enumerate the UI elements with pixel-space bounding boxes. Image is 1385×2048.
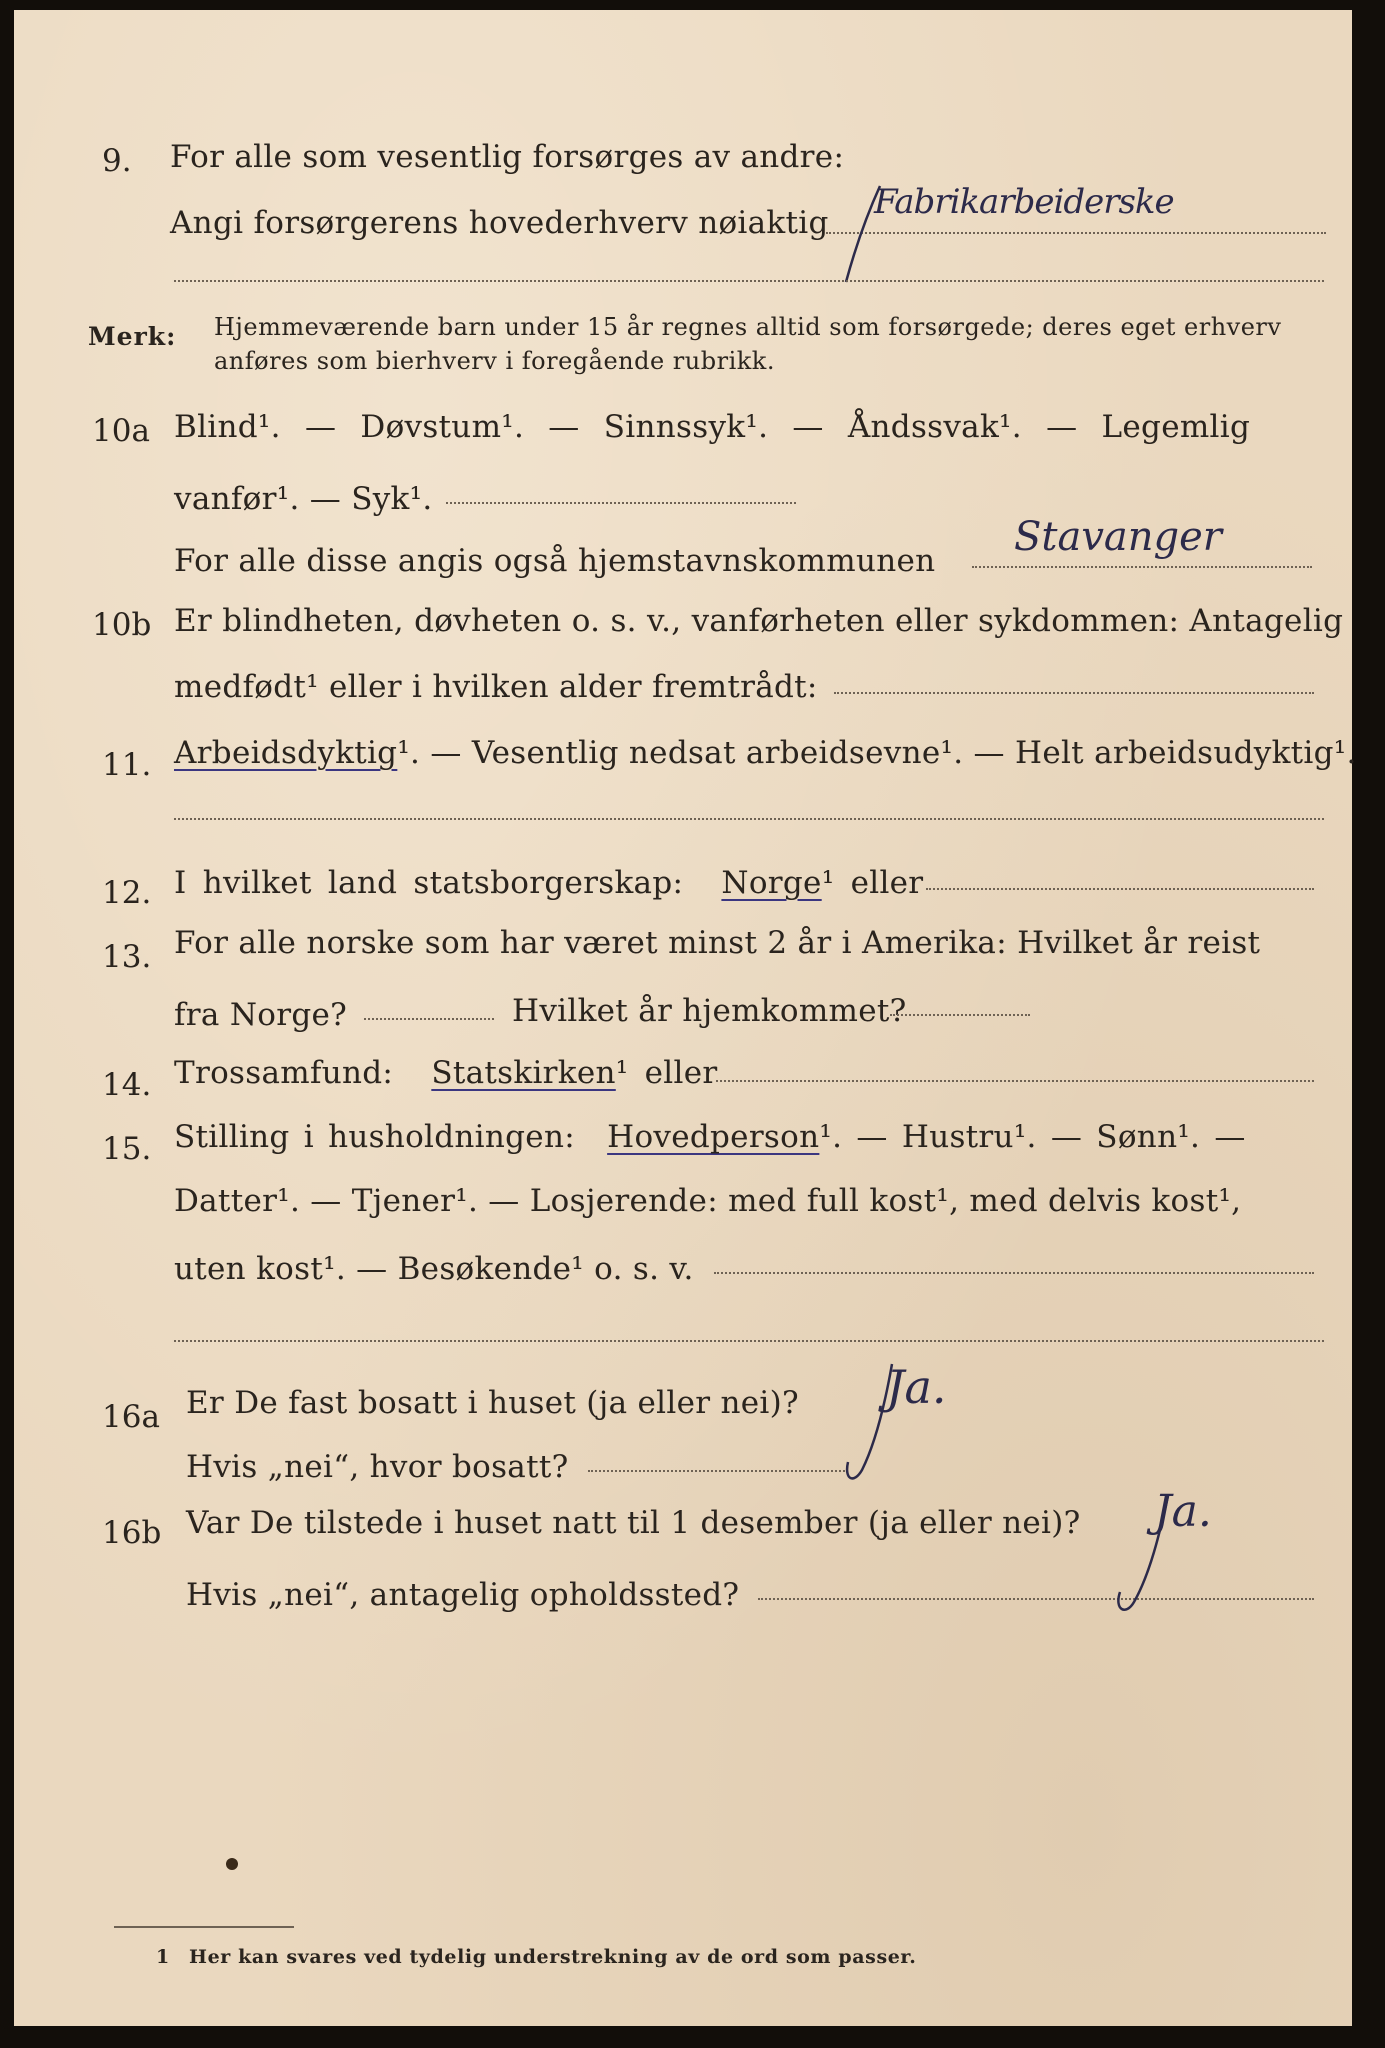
q15-rest: ¹. — Hustru¹. — Sønn¹. — bbox=[819, 1119, 1246, 1155]
q12-line bbox=[174, 864, 923, 902]
merk-label: Merk: bbox=[88, 322, 177, 351]
q9-line2: Angi forsørgerens hovederhverv nøiaktig bbox=[170, 205, 829, 241]
q11-line bbox=[174, 734, 1357, 772]
q15-extra-line bbox=[174, 1340, 1324, 1342]
q11-answer-line bbox=[174, 818, 1324, 820]
q10a-line2: vanfør¹. — Syk¹. bbox=[174, 481, 433, 517]
q9-extra-line bbox=[174, 280, 1324, 282]
q12-number: 12. bbox=[102, 875, 152, 911]
census-form-page bbox=[14, 10, 1357, 2026]
q10a-answer-line bbox=[972, 566, 1312, 568]
merk-line2: anføres som bierhverv i foregående rubrikk. bbox=[214, 347, 775, 375]
q14-rest: ¹ eller bbox=[615, 1055, 718, 1091]
q16a-answer-line bbox=[588, 1470, 848, 1472]
q16b-handwritten-answer: Ja. bbox=[1154, 1486, 1212, 1537]
q11-underlined-option: Arbeidsdyktig bbox=[174, 735, 398, 771]
q13-number: 13. bbox=[102, 939, 152, 975]
q10a-line1: Blind¹. — Døvstum¹. — Sinnssyk¹. — Åndssvak¹. — Legemlig bbox=[174, 409, 1251, 445]
q16b-number: 16b bbox=[102, 1515, 162, 1551]
q11-number: 11. bbox=[102, 747, 152, 783]
merk-line1: Hjemmeværende barn under 15 år regnes alltid som forsørgede; deres eget erhverv bbox=[214, 313, 1282, 341]
q10a-number: 10a bbox=[92, 413, 150, 449]
q16a-answer-stroke bbox=[840, 1358, 910, 1488]
q15-text: Stilling i husholdningen: bbox=[174, 1119, 575, 1155]
q16b-answer-line bbox=[758, 1598, 1314, 1600]
q14-line bbox=[174, 1054, 718, 1092]
q9-answer-stroke bbox=[840, 178, 900, 288]
q13-line1: For alle norske som har været minst 2 år i Amerika: Hvilket år reist bbox=[174, 925, 1261, 961]
footnote-rule bbox=[114, 1926, 294, 1928]
ink-blot bbox=[226, 1858, 238, 1870]
q10b-line2: medfødt¹ eller i hvilken alder fremtrådt: bbox=[174, 669, 818, 705]
q10b-line1: Er blindheten, døvheten o. s. v., vanførheten eller sykdommen: Antagelig bbox=[174, 603, 1344, 639]
q15-line3: uten kost¹. — Besøkende¹ o. s. v. bbox=[174, 1251, 694, 1287]
q16b-answer-stroke bbox=[1106, 1492, 1186, 1622]
q16a-line2: Hvis „nei“, hvor bosatt? bbox=[186, 1449, 569, 1485]
q10b-answer-line bbox=[834, 692, 1314, 694]
q12-text: I hvilket land statsborgerskap: bbox=[174, 865, 684, 901]
q9-line1: For alle som vesentlig forsørges av andre: bbox=[170, 139, 845, 175]
footnote-mark: 1 bbox=[156, 1946, 170, 1968]
q15-underlined-option: Hovedperson bbox=[607, 1119, 820, 1155]
q10a-line3: For alle disse angis også hjemstavnskommunen bbox=[174, 543, 936, 579]
q14-text: Trossamfund: bbox=[174, 1055, 394, 1091]
q16a-handwritten-answer: Ja. bbox=[886, 1360, 947, 1414]
q16b-line2: Hvis „nei“, antagelig opholdssted? bbox=[186, 1577, 740, 1613]
q13-year-returned-line bbox=[890, 1014, 1030, 1016]
q13-year-left-line bbox=[364, 1018, 494, 1020]
q15-answer-line bbox=[714, 1272, 1314, 1274]
q12-rest: ¹ eller bbox=[821, 865, 924, 901]
q13-line2b: Hvilket år hjemkommet? bbox=[512, 993, 907, 1029]
q9-answer-line bbox=[826, 232, 1326, 234]
q15-line1 bbox=[174, 1118, 1246, 1156]
q14-answer-line bbox=[716, 1080, 1314, 1082]
q14-underlined-option: Statskirken bbox=[431, 1055, 616, 1091]
q16b-line1: Var De tilstede i huset natt til 1 desember (ja eller nei)? bbox=[186, 1505, 1081, 1541]
q14-number: 14. bbox=[102, 1067, 152, 1103]
q16a-line1: Er De fast bosatt i huset (ja eller nei)? bbox=[186, 1385, 799, 1421]
footnote bbox=[156, 1938, 917, 1976]
q15-line2: Datter¹. — Tjener¹. — Losjerende: med full kost¹, med delvis kost¹, bbox=[174, 1183, 1242, 1219]
q16a-number: 16a bbox=[102, 1399, 160, 1435]
q10b-number: 10b bbox=[92, 607, 152, 643]
q10a-handwritten-answer: Stavanger bbox=[1014, 514, 1222, 560]
q12-answer-line bbox=[926, 888, 1314, 890]
q9-handwritten-answer: Fabrikarbeiderske bbox=[874, 182, 1174, 222]
q11-rest: ¹. — Vesentlig nedsat arbeidsevne¹. — Helt arbeidsudyktig¹. bbox=[397, 735, 1357, 771]
q9-number: 9. bbox=[102, 143, 132, 179]
footnote-text: Her kan svares ved tydelig understrekning av de ord som passer. bbox=[189, 1946, 917, 1968]
q13-line2a: fra Norge? bbox=[174, 997, 348, 1033]
q15-number: 15. bbox=[102, 1131, 152, 1167]
q10a-line2-dots bbox=[446, 502, 796, 504]
q12-underlined-option: Norge bbox=[721, 865, 822, 901]
